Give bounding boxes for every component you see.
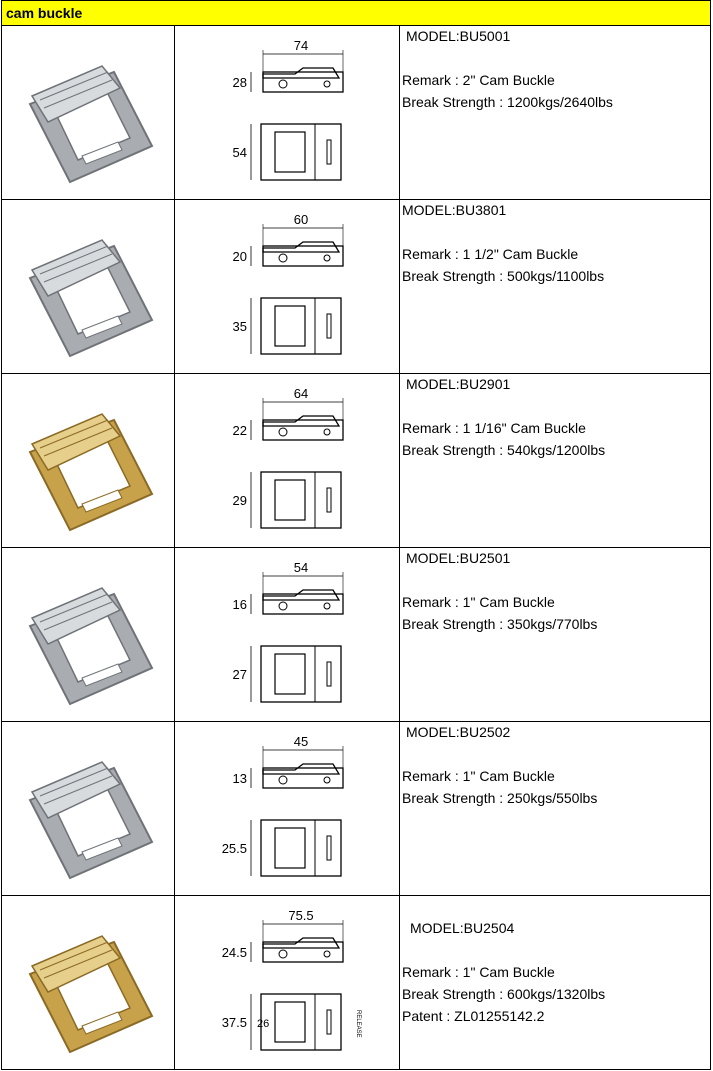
dim-width-label: 54: [232, 145, 247, 160]
technical-drawing: [233, 38, 343, 180]
product-row: [1, 26, 711, 200]
dim-height-label: 24.5: [221, 945, 247, 960]
dim-length-label: 60: [293, 212, 309, 227]
spec-cell: [400, 722, 710, 895]
break-strength: Break Strength : 1200kgs/2640lbs: [402, 94, 613, 110]
technical-drawing: [233, 212, 343, 354]
product-row: [1, 200, 711, 374]
break-strength: Break Strength : 600kgs/1320lbs: [402, 986, 606, 1002]
model-number: MODEL:BU5001: [406, 28, 511, 44]
patent-number: Patent : ZL01255142.2: [402, 1008, 545, 1024]
dim-height-label: 16: [232, 597, 247, 612]
buckle-photo: [30, 936, 152, 1052]
drawing-cell: [175, 374, 400, 547]
photo-cell: [2, 200, 175, 373]
release-mark-label: RELEASE: [355, 1010, 361, 1038]
model-number: MODEL:BU3801: [402, 202, 507, 218]
buckle-photo: [30, 240, 152, 356]
technical-drawing: [222, 734, 343, 876]
dim-length-label: 45: [293, 734, 309, 749]
buckle-photo: [30, 66, 152, 182]
remark-text: Remark : 2" Cam Buckle: [402, 72, 555, 88]
spec-cell: [400, 200, 710, 373]
spec-cell: [400, 896, 710, 1069]
dim-length-label: 54: [293, 560, 309, 575]
product-row: [1, 548, 711, 722]
dim-length-label: 74: [293, 38, 309, 53]
spec-cell: [400, 548, 710, 721]
dim-height-label: 22: [232, 423, 247, 438]
section-title: cam buckle: [1, 0, 711, 26]
product-row: [1, 374, 711, 548]
buckle-photo: [30, 588, 152, 704]
spec-cell: [400, 374, 710, 547]
drawing-cell: [175, 200, 400, 373]
buckle-photo: [30, 414, 152, 530]
drawing-cell: [175, 722, 400, 895]
photo-cell: [2, 26, 175, 199]
spec-cell: [400, 26, 710, 199]
product-row: [1, 896, 711, 1070]
dim-length-label: 75.5: [288, 908, 314, 923]
dim-length-label: 64: [293, 386, 309, 401]
break-strength: Break Strength : 500kgs/1100lbs: [402, 268, 605, 284]
dim-width-label: 27: [232, 667, 247, 682]
dim-height-label: 13: [232, 771, 247, 786]
photo-cell: [2, 548, 175, 721]
drawing-cell: [175, 26, 400, 199]
remark-text: Remark : 1 1/16" Cam Buckle: [402, 420, 586, 436]
dim-width-label: 37.5: [221, 1015, 247, 1030]
photo-cell: [2, 374, 175, 547]
product-row: [1, 722, 711, 896]
remark-text: Remark : 1 1/2" Cam Buckle: [402, 246, 579, 262]
dim-inner-width-label: 26: [257, 1018, 270, 1030]
break-strength: Break Strength : 350kgs/770lbs: [402, 616, 598, 632]
model-number: MODEL:BU2901: [406, 376, 511, 392]
model-number: MODEL:BU2502: [406, 724, 511, 740]
buckle-photo: [30, 762, 152, 878]
photo-cell: [2, 896, 175, 1069]
dim-height-label: 28: [232, 75, 247, 90]
remark-text: Remark : 1" Cam Buckle: [402, 594, 555, 610]
technical-drawing: [222, 908, 361, 1050]
dim-width-label: 35: [232, 319, 247, 334]
drawing-cell: [175, 896, 400, 1069]
dim-height-label: 20: [232, 249, 247, 264]
photo-cell: [2, 722, 175, 895]
drawing-cell: [175, 548, 400, 721]
remark-text: Remark : 1" Cam Buckle: [402, 964, 555, 980]
model-number: MODEL:BU2501: [406, 550, 511, 566]
break-strength: Break Strength : 250kgs/550lbs: [402, 790, 598, 806]
technical-drawing: [233, 386, 343, 528]
technical-drawing: [233, 560, 343, 702]
dim-width-label: 29: [232, 493, 247, 508]
dim-width-label: 25.5: [221, 841, 247, 856]
model-number: MODEL:BU2504: [410, 920, 515, 936]
break-strength: Break Strength : 540kgs/1200lbs: [402, 442, 606, 458]
remark-text: Remark : 1" Cam Buckle: [402, 768, 555, 784]
